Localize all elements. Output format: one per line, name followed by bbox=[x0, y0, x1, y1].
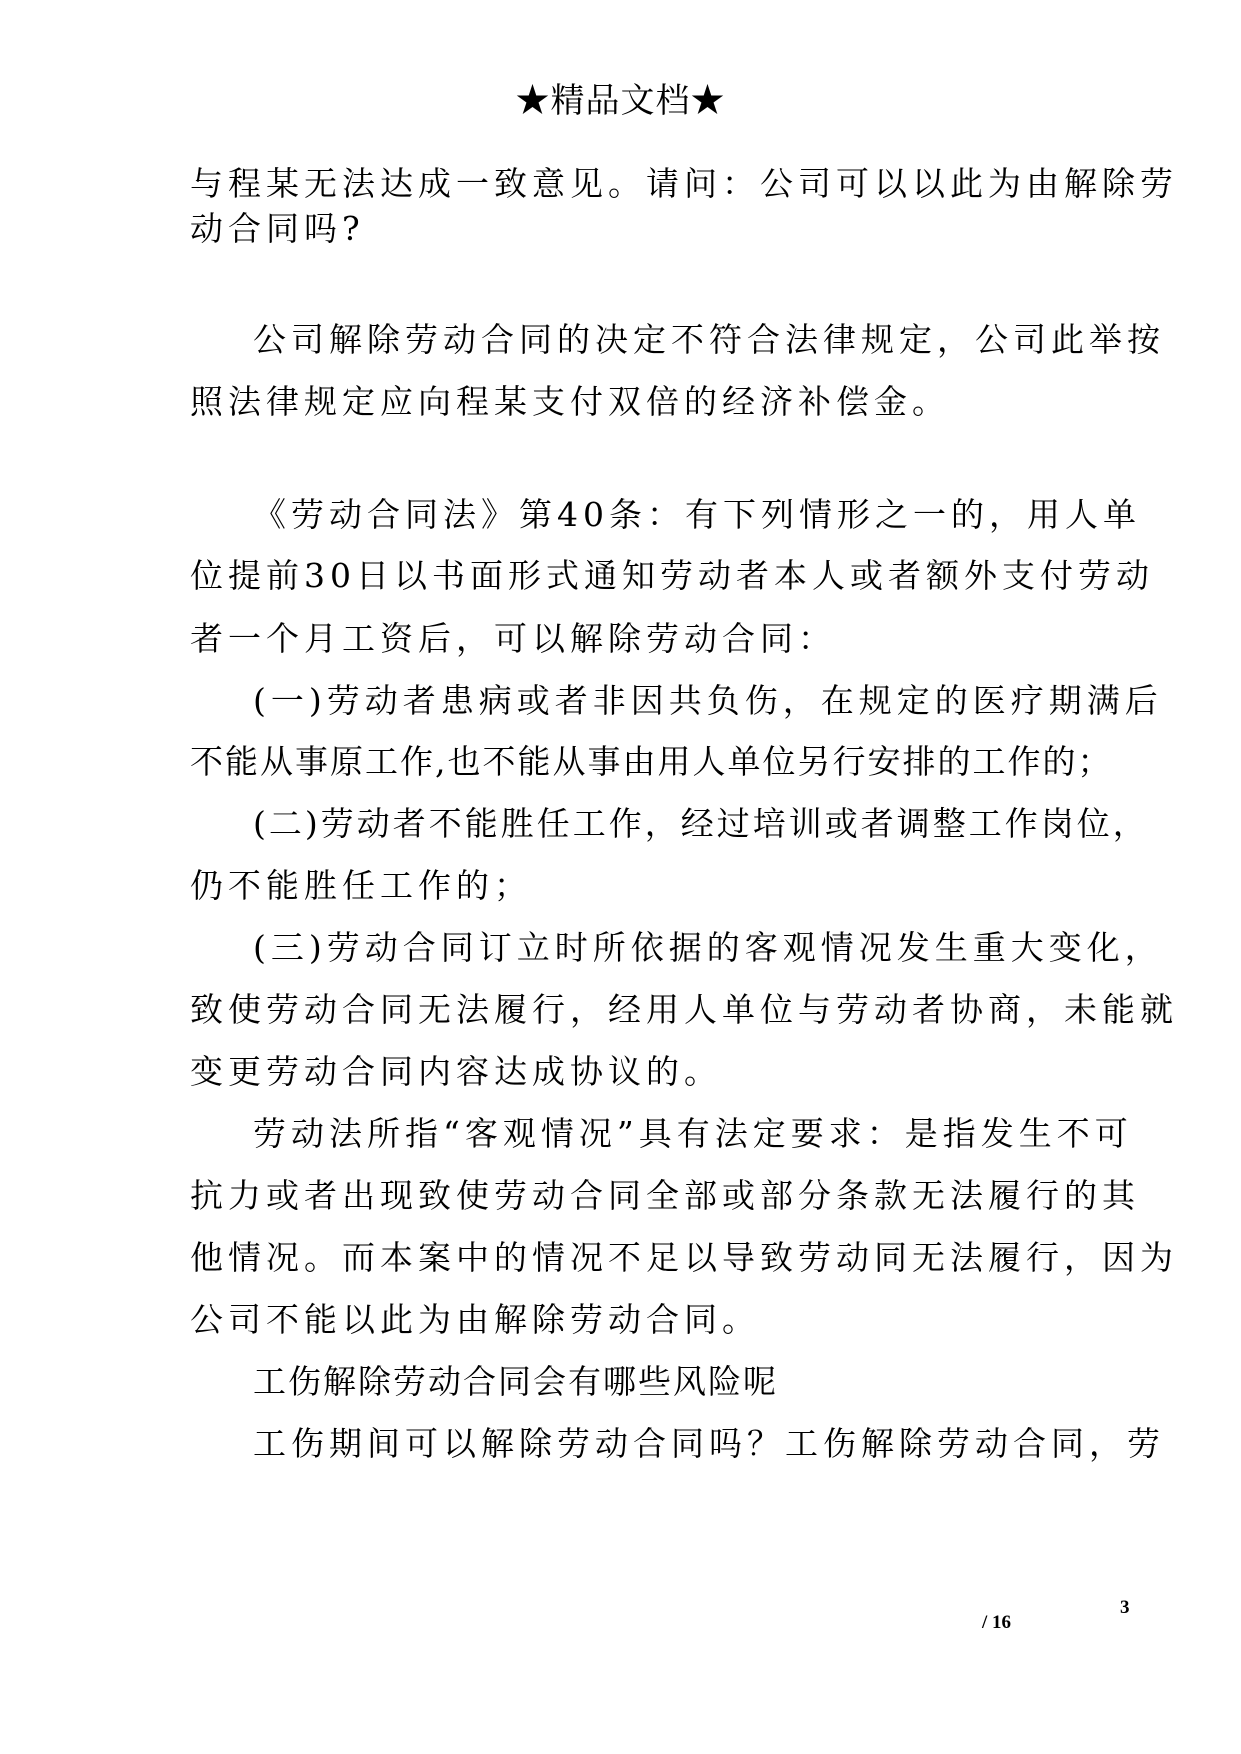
body-line: 动合同吗? bbox=[190, 209, 365, 248]
body-line: 他情况。而本案中的情况不足以导致劳动同无法履行，因为 bbox=[190, 1238, 1178, 1277]
page-total: / 16 bbox=[982, 1612, 1012, 1633]
page-number: 3 bbox=[1120, 1597, 1130, 1618]
body-line: 与程某无法达成一致意见。请问：公司可以以此为由解除劳 bbox=[190, 164, 1178, 203]
body-line: 《劳动合同法》第40条：有下列情形之一的，用人单 bbox=[253, 495, 1141, 534]
body-line: 位提前30日以书面形式通知劳动者本人或者额外支付劳动 bbox=[190, 556, 1154, 595]
body-line: 工伤期间可以解除劳动合同吗？工伤解除劳动合同，劳 bbox=[253, 1424, 1165, 1463]
body-line: (二)劳动者不能胜任工作，经过培训或者调整工作岗位， bbox=[253, 804, 1149, 843]
body-line: 致使劳动合同无法履行，经用人单位与劳动者协商，未能就 bbox=[190, 990, 1178, 1029]
body-line: 变更劳动合同内容达成协议的。 bbox=[190, 1052, 722, 1091]
body-line: 不能从事原工作,也不能从事由用人单位另行安排的工作的； bbox=[190, 742, 1113, 781]
body-line: (三)劳动合同订立时所依据的客观情况发生重大变化， bbox=[253, 928, 1163, 967]
body-line: 工伤解除劳动合同会有哪些风险呢 bbox=[253, 1362, 778, 1401]
body-line: 抗力或者出现致使劳动合同全部或部分条款无法履行的其 bbox=[190, 1176, 1140, 1215]
body-line: 照法律规定应向程某支付双倍的经济补偿金。 bbox=[190, 382, 950, 421]
body-line: 仍不能胜任工作的； bbox=[190, 866, 532, 905]
body-line: 者一个月工资后，可以解除劳动合同： bbox=[190, 619, 836, 658]
body-line: 劳动法所指“客观情况”具有法定要求：是指发生不可 bbox=[253, 1114, 1133, 1153]
body-line: (一)劳动者患病或者非因共负伤，在规定的医疗期满后 bbox=[253, 681, 1163, 720]
body-line: 公司不能以此为由解除劳动合同。 bbox=[190, 1300, 760, 1339]
page-header-title: ★精品文档★ bbox=[515, 81, 726, 121]
body-line: 公司解除劳动合同的决定不符合法律规定，公司此举按 bbox=[253, 320, 1165, 359]
